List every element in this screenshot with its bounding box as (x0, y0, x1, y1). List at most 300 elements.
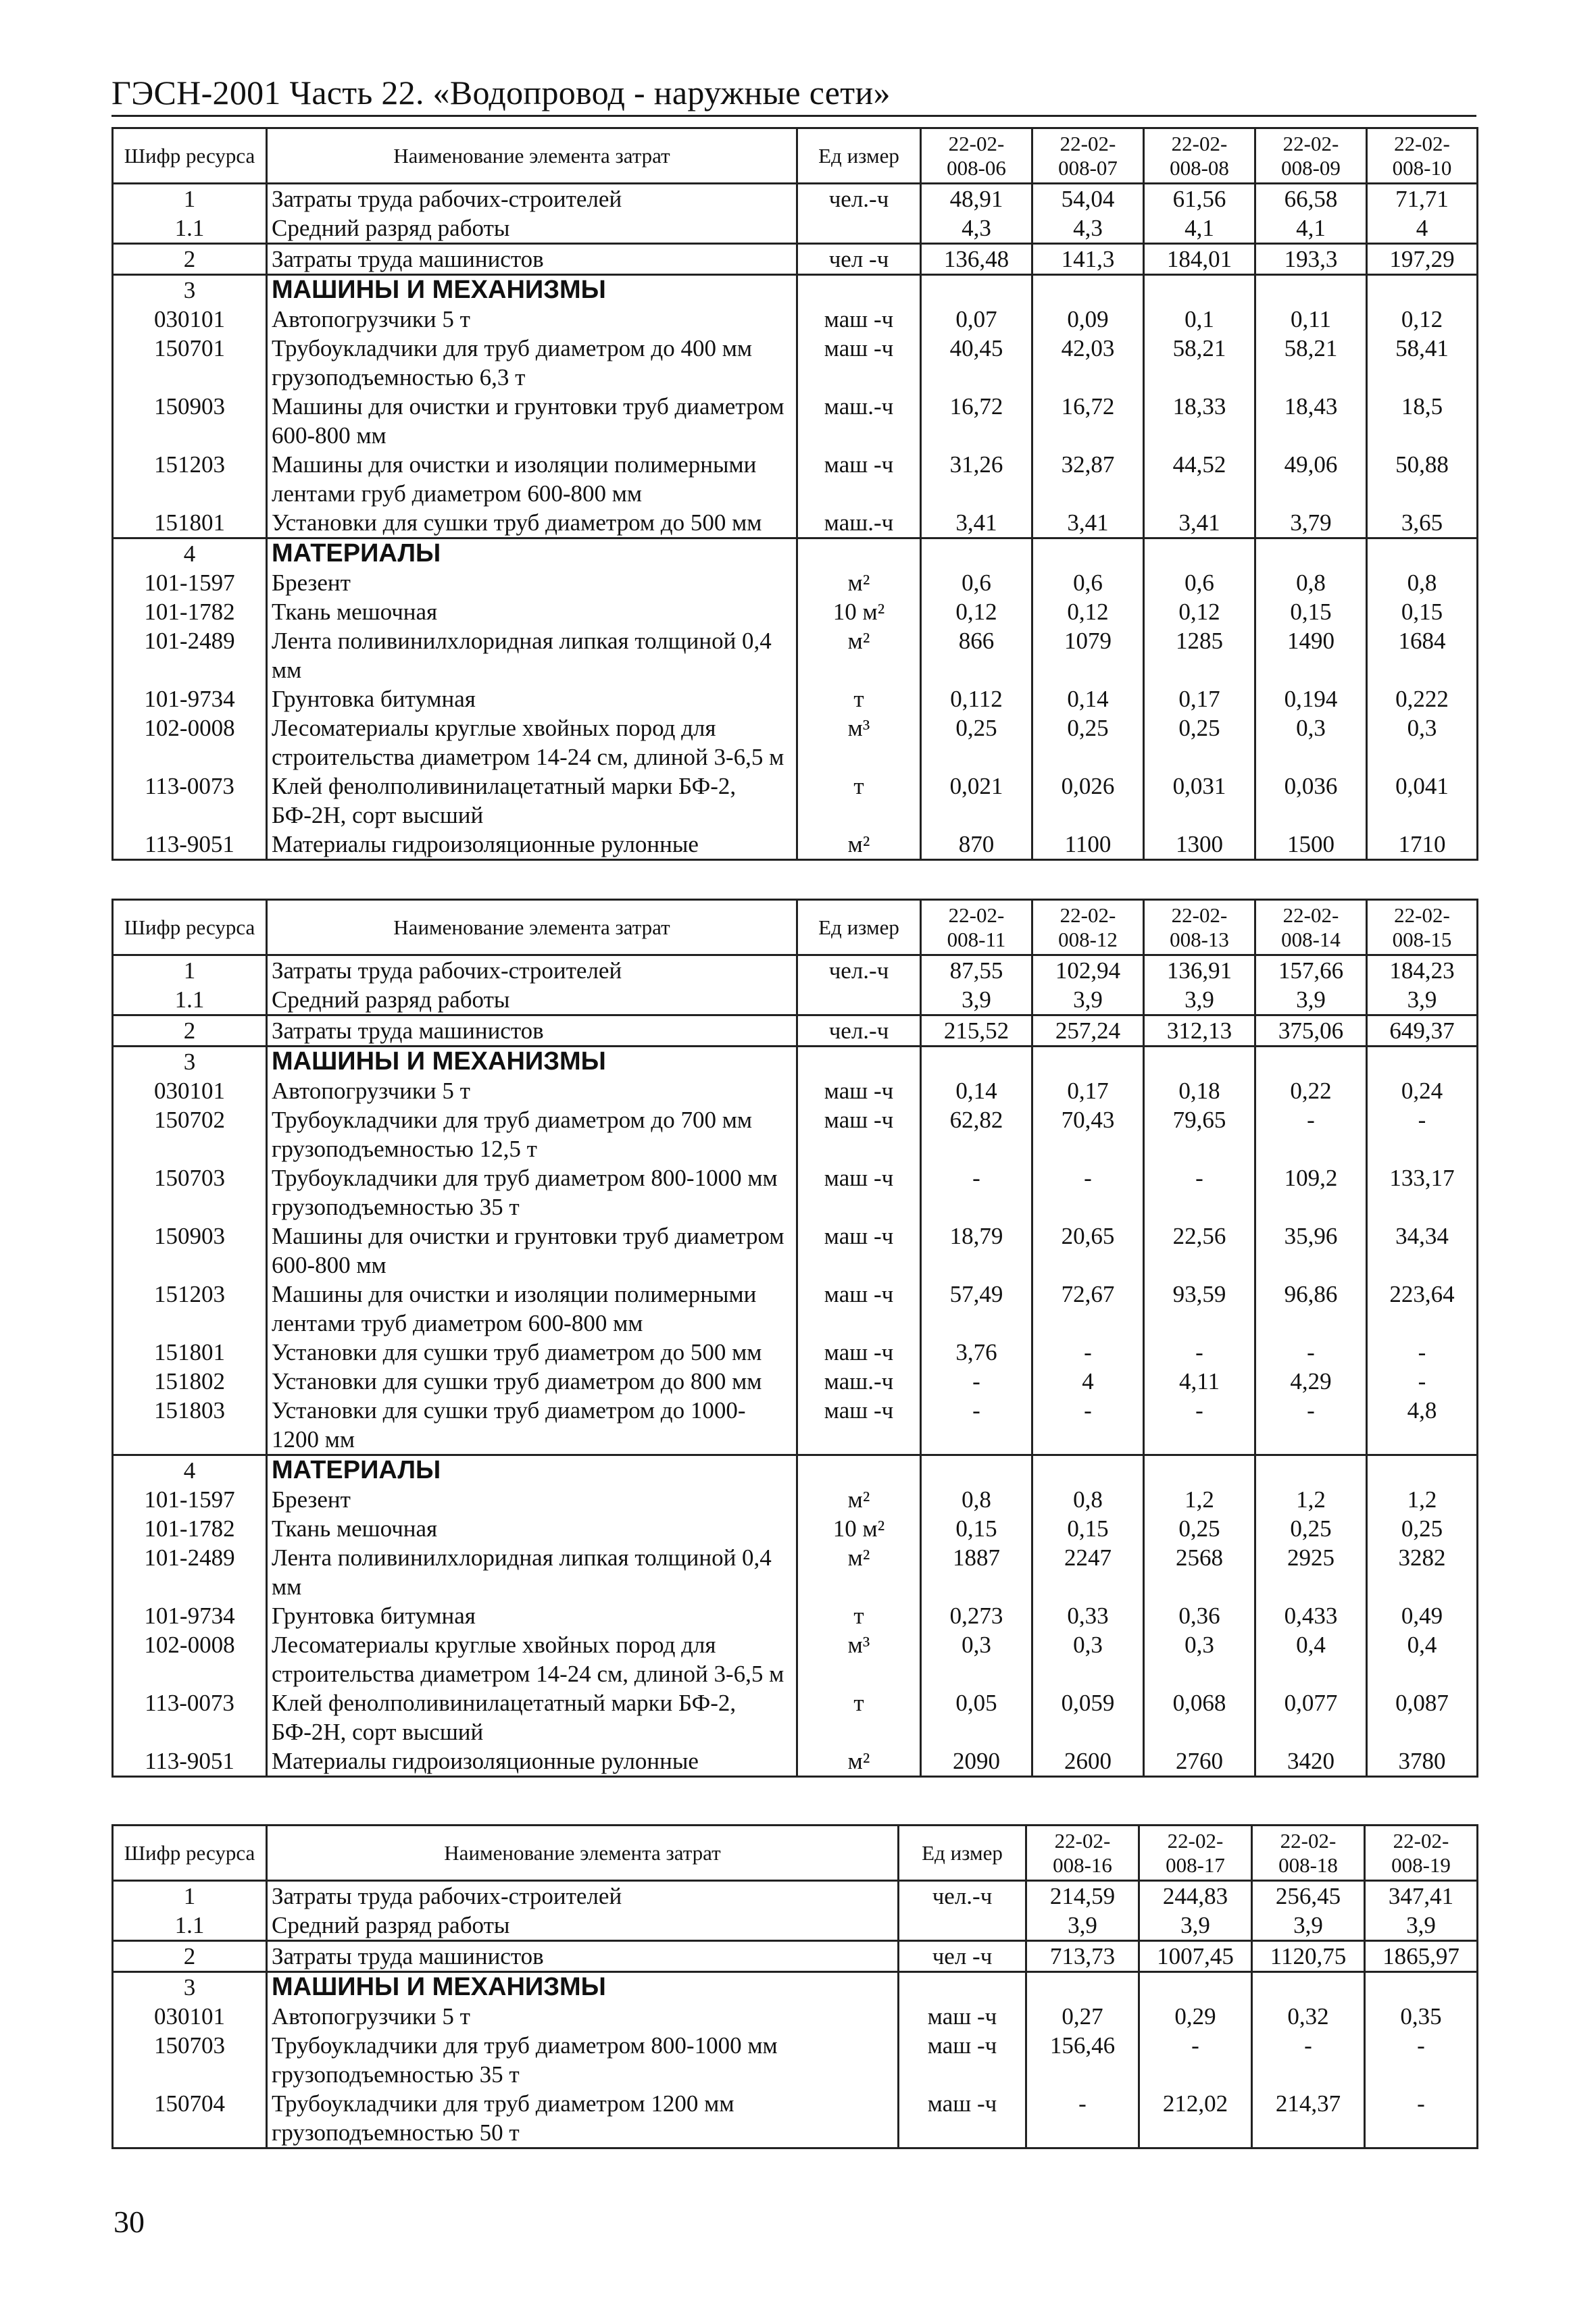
cost-element-name: Машины для очистки и изоляции полимерными лентами груб диаметром 600-800 мм (267, 450, 797, 508)
unit: т (797, 1601, 921, 1630)
value-cell (1032, 538, 1144, 569)
unit: м² (797, 1485, 921, 1514)
value-cell: - (1367, 1105, 1478, 1163)
value-cell: 0,031 (1144, 772, 1255, 830)
resource-code: 030101 (113, 2002, 267, 2031)
value-cell: 3,76 (921, 1338, 1032, 1367)
resource-code: 151802 (113, 1367, 267, 1396)
value-cell: 1,2 (1367, 1485, 1478, 1514)
value-cell: 0,222 (1367, 684, 1478, 713)
value-cell: 0,24 (1367, 1076, 1478, 1105)
header-column-code: 22-02- 008-10 (1367, 128, 1478, 184)
value-cell: - (1255, 1105, 1367, 1163)
table-row (113, 1543, 1478, 1601)
value-cell: - (1365, 2089, 1478, 2148)
value-cell: 3,9 (1367, 985, 1478, 1015)
resource-code: 1 (113, 955, 267, 986)
section-title: МАТЕРИАЛЫ (267, 538, 797, 569)
resource-code: 102-0008 (113, 713, 267, 772)
cost-element-name: Трубоукладчики для труб диаметром до 700 мм грузоподъемностью 12,5 т (267, 1105, 797, 1163)
header-column-code: 22-02- 008-08 (1144, 128, 1255, 184)
resource-code: 101-9734 (113, 1601, 267, 1630)
cost-element-name: Затраты труда машинистов (267, 244, 797, 275)
value-cell: 18,33 (1144, 392, 1255, 450)
header-code: Шифр ресурса (113, 1826, 267, 1881)
cost-element-name: Машины для очистки и грунтовки труб диаметром 600-800 мм (267, 1222, 797, 1280)
table-row (113, 1222, 1478, 1280)
value-cell: 0,35 (1365, 2002, 1478, 2031)
value-cell: 312,13 (1144, 1015, 1255, 1047)
value-cell: 0,021 (921, 772, 1032, 830)
table-row (113, 568, 1478, 597)
table-header-row (113, 1826, 1478, 1881)
value-cell: 70,43 (1032, 1105, 1144, 1163)
table-row (113, 1338, 1478, 1367)
value-cell: 0,8 (1032, 1485, 1144, 1514)
unit: маш.-ч (797, 1367, 921, 1396)
table-row (113, 713, 1478, 772)
value-cell: 66,58 (1255, 184, 1367, 214)
table-row (113, 1911, 1478, 1941)
value-cell: 4 (1367, 213, 1478, 244)
value-cell: 375,06 (1255, 1015, 1367, 1047)
header-name: Наименование элемента затрат (267, 900, 797, 955)
table-row (113, 213, 1478, 244)
value-cell: 44,52 (1144, 450, 1255, 508)
value-cell: 0,25 (1367, 1514, 1478, 1543)
table-row (113, 1688, 1478, 1746)
table-row (113, 1485, 1478, 1514)
value-cell: 0,3 (1255, 713, 1367, 772)
resource-table-3 (111, 1824, 1478, 2149)
value-cell: 42,03 (1032, 334, 1144, 392)
resource-code: 101-2489 (113, 626, 267, 684)
table-row (113, 1280, 1478, 1338)
value-cell (921, 275, 1032, 305)
resource-code: 1.1 (113, 985, 267, 1015)
unit: чел.-ч (797, 955, 921, 986)
section-row (113, 538, 1478, 569)
value-cell: 0,15 (1032, 1514, 1144, 1543)
table-row (113, 305, 1478, 334)
value-cell: 1,2 (1255, 1485, 1367, 1514)
header-column-code: 22-02- 008-16 (1026, 1826, 1139, 1881)
unit: т (797, 684, 921, 713)
value-cell (1367, 538, 1478, 569)
value-cell (1144, 538, 1255, 569)
value-cell: 0,25 (1144, 713, 1255, 772)
value-cell: 0,25 (1032, 713, 1144, 772)
value-cell: - (921, 1396, 1032, 1455)
value-cell: 58,41 (1367, 334, 1478, 392)
cost-element-name: Затраты труда машинистов (267, 1941, 899, 1972)
value-cell: 0,18 (1144, 1076, 1255, 1105)
table-row (113, 1105, 1478, 1163)
value-cell: 0,8 (1255, 568, 1367, 597)
resource-code: 1.1 (113, 1911, 267, 1941)
cost-element-name: Грунтовка битумная (267, 684, 797, 713)
table-row (113, 508, 1478, 538)
resource-code: 113-9051 (113, 1746, 267, 1777)
value-cell: 3420 (1255, 1746, 1367, 1777)
cost-element-name: Ткань мешочная (267, 1514, 797, 1543)
table-row (113, 244, 1478, 275)
cost-element-name: Машины для очистки и грунтовки труб диаметром 600-800 мм (267, 392, 797, 450)
value-cell: 16,72 (921, 392, 1032, 450)
value-cell: 2760 (1144, 1746, 1255, 1777)
unit: м² (797, 1543, 921, 1601)
table-row (113, 830, 1478, 860)
table-row (113, 1514, 1478, 1543)
unit (797, 538, 921, 569)
value-cell: 0,27 (1026, 2002, 1139, 2031)
unit: чел.-ч (899, 1881, 1026, 1911)
resource-code: 101-1782 (113, 597, 267, 626)
resource-code: 113-0073 (113, 1688, 267, 1746)
value-cell: 109,2 (1255, 1163, 1367, 1222)
unit: м³ (797, 1630, 921, 1688)
value-cell (1144, 275, 1255, 305)
cost-element-name: Установки для сушки труб диаметром до 500 мм (267, 1338, 797, 1367)
header-column-code: 22-02- 008-12 (1032, 900, 1144, 955)
unit: маш -ч (797, 1163, 921, 1222)
resource-code: 150702 (113, 1105, 267, 1163)
value-cell: 102,94 (1032, 955, 1144, 986)
value-cell: 0,17 (1032, 1076, 1144, 1105)
value-cell: 0,15 (1367, 597, 1478, 626)
value-cell: 0,12 (921, 597, 1032, 626)
resource-code: 151203 (113, 1280, 267, 1338)
value-cell: 3,9 (921, 985, 1032, 1015)
header-unit: Ед измер (899, 1826, 1026, 1881)
cost-element-name: Ткань мешочная (267, 597, 797, 626)
value-cell (1367, 1047, 1478, 1077)
resource-code: 151801 (113, 1338, 267, 1367)
value-cell: 0,6 (1032, 568, 1144, 597)
unit: маш -ч (797, 1338, 921, 1367)
value-cell: 2247 (1032, 1543, 1144, 1601)
value-cell: 35,96 (1255, 1222, 1367, 1280)
value-cell: - (921, 1163, 1032, 1222)
value-cell: 0,041 (1367, 772, 1478, 830)
resource-code: 4 (113, 1455, 267, 1486)
value-cell: 1710 (1367, 830, 1478, 860)
value-cell: 0,15 (921, 1514, 1032, 1543)
value-cell: 0,14 (1032, 684, 1144, 713)
resource-code: 101-1782 (113, 1514, 267, 1543)
value-cell (1139, 1972, 1252, 2003)
value-cell (1026, 1972, 1139, 2003)
unit: 10 м² (797, 1514, 921, 1543)
resource-code: 3 (113, 275, 267, 305)
value-cell: 136,91 (1144, 955, 1255, 986)
resource-code: 2 (113, 1015, 267, 1047)
section-title: МАШИНЫ И МЕХАНИЗМЫ (267, 275, 797, 305)
value-cell (1144, 1455, 1255, 1486)
value-cell: 1490 (1255, 626, 1367, 684)
value-cell: - (1144, 1163, 1255, 1222)
value-cell: 0,3 (1032, 1630, 1144, 1688)
value-cell: 0,29 (1139, 2002, 1252, 2031)
value-cell: 1500 (1255, 830, 1367, 860)
table-row (113, 985, 1478, 1015)
value-cell: 48,91 (921, 184, 1032, 214)
cost-element-name: Средний разряд работы (267, 213, 797, 244)
header-name: Наименование элемента затрат (267, 128, 797, 184)
unit: чел.-ч (797, 1015, 921, 1047)
section-row (113, 1047, 1478, 1077)
value-cell: 3,9 (1365, 1911, 1478, 1941)
resource-code: 113-9051 (113, 830, 267, 860)
table-header-row (113, 900, 1478, 955)
value-cell: 49,06 (1255, 450, 1367, 508)
table-header-row (113, 128, 1478, 184)
value-cell: 136,48 (921, 244, 1032, 275)
value-cell: 50,88 (1367, 450, 1478, 508)
unit: маш.-ч (797, 392, 921, 450)
value-cell: 2090 (921, 1746, 1032, 1777)
value-cell: 2568 (1144, 1543, 1255, 1601)
value-cell: 4,8 (1367, 1396, 1478, 1455)
value-cell: - (921, 1367, 1032, 1396)
table-row (113, 1746, 1478, 1777)
header-column-code: 22-02- 008-19 (1365, 1826, 1478, 1881)
cost-element-name: Лесоматериалы круглые хвойных пород для строительства диаметром 14-24 см, длиной 3-6,5 м (267, 1630, 797, 1688)
table-row (113, 772, 1478, 830)
resource-code: 102-0008 (113, 1630, 267, 1688)
value-cell: - (1255, 1338, 1367, 1367)
table-row (113, 955, 1478, 986)
value-cell (1367, 275, 1478, 305)
unit: м² (797, 626, 921, 684)
value-cell: 0,3 (1144, 1630, 1255, 1688)
value-cell: - (1367, 1367, 1478, 1396)
unit (899, 1972, 1026, 2003)
table-row (113, 1163, 1478, 1222)
value-cell: 184,23 (1367, 955, 1478, 986)
unit: маш -ч (899, 2002, 1026, 2031)
value-cell: 256,45 (1252, 1881, 1365, 1911)
value-cell: 0,059 (1032, 1688, 1144, 1746)
value-cell: 31,26 (921, 450, 1032, 508)
table-row (113, 1601, 1478, 1630)
table-row (113, 626, 1478, 684)
value-cell: 0,3 (921, 1630, 1032, 1688)
cost-element-name: Лента поливинилхлоридная липкая толщиной 0,4 мм (267, 626, 797, 684)
value-cell: 34,34 (1367, 1222, 1478, 1280)
value-cell: 0,087 (1367, 1688, 1478, 1746)
value-cell: 0,22 (1255, 1076, 1367, 1105)
value-cell: 3282 (1367, 1543, 1478, 1601)
value-cell: 3,9 (1026, 1911, 1139, 1941)
value-cell: 54,04 (1032, 184, 1144, 214)
value-cell: 87,55 (921, 955, 1032, 986)
value-cell: 2925 (1255, 1543, 1367, 1601)
header-column-code: 22-02- 008-13 (1144, 900, 1255, 955)
cost-element-name: Брезент (267, 568, 797, 597)
cost-element-name: Автопогрузчики 5 т (267, 305, 797, 334)
table-row (113, 2031, 1478, 2089)
header-column-code: 22-02- 008-06 (921, 128, 1032, 184)
value-cell: 0,026 (1032, 772, 1144, 830)
unit (797, 275, 921, 305)
value-cell (921, 1047, 1032, 1077)
value-cell: 0,12 (1367, 305, 1478, 334)
value-cell: 215,52 (921, 1015, 1032, 1047)
value-cell: 347,41 (1365, 1881, 1478, 1911)
unit: маш -ч (899, 2089, 1026, 2148)
header-column-code: 22-02- 008-09 (1255, 128, 1367, 184)
value-cell (1367, 1455, 1478, 1486)
value-cell: 193,3 (1255, 244, 1367, 275)
value-cell: 18,79 (921, 1222, 1032, 1280)
value-cell: 0,33 (1032, 1601, 1144, 1630)
value-cell: 133,17 (1367, 1163, 1478, 1222)
value-cell: 197,29 (1367, 244, 1478, 275)
resource-code: 2 (113, 244, 267, 275)
resource-code: 113-0073 (113, 772, 267, 830)
resource-code: 150704 (113, 2089, 267, 2148)
table-row (113, 1630, 1478, 1688)
value-cell: 58,21 (1255, 334, 1367, 392)
value-cell: 0,273 (921, 1601, 1032, 1630)
cost-element-name: Средний разряд работы (267, 1911, 899, 1941)
resource-code: 3 (113, 1047, 267, 1077)
unit: маш -ч (797, 1105, 921, 1163)
header-unit: Ед измер (797, 900, 921, 955)
value-cell: 1285 (1144, 626, 1255, 684)
table-row (113, 2089, 1478, 2148)
value-cell: 96,86 (1255, 1280, 1367, 1338)
value-cell: 0,6 (921, 568, 1032, 597)
unit: чел.-ч (797, 184, 921, 214)
cost-element-name: Установки для сушки труб диаметром до 800 мм (267, 1367, 797, 1396)
value-cell (921, 538, 1032, 569)
section-title: МАШИНЫ И МЕХАНИЗМЫ (267, 1972, 899, 2003)
value-cell: - (1365, 2031, 1478, 2089)
unit: маш -ч (899, 2031, 1026, 2089)
unit: маш.-ч (797, 508, 921, 538)
table-row (113, 684, 1478, 713)
value-cell: 3,41 (921, 508, 1032, 538)
unit (797, 1047, 921, 1077)
value-cell: 244,83 (1139, 1881, 1252, 1911)
value-cell: 713,73 (1026, 1941, 1139, 1972)
section-row (113, 1455, 1478, 1486)
unit: маш -ч (797, 1396, 921, 1455)
value-cell: 156,46 (1026, 2031, 1139, 2089)
value-cell: 1120,75 (1252, 1941, 1365, 1972)
value-cell: 18,43 (1255, 392, 1367, 450)
table-row (113, 1396, 1478, 1455)
unit: маш -ч (797, 1222, 921, 1280)
unit: м² (797, 1746, 921, 1777)
value-cell: 0,07 (921, 305, 1032, 334)
resource-code: 3 (113, 1972, 267, 2003)
value-cell: 0,036 (1255, 772, 1367, 830)
cost-element-name: Средний разряд работы (267, 985, 797, 1015)
value-cell: 3,9 (1255, 985, 1367, 1015)
unit (797, 1455, 921, 1486)
cost-element-name: Затраты труда рабочих-строителей (267, 184, 797, 214)
header-rule (111, 115, 1476, 117)
value-cell: 1300 (1144, 830, 1255, 860)
cost-element-name: Установки для сушки труб диаметром до 1000-1200 мм (267, 1396, 797, 1455)
resource-code: 030101 (113, 305, 267, 334)
value-cell: 870 (921, 830, 1032, 860)
table-row (113, 1881, 1478, 1911)
table-row (113, 184, 1478, 214)
unit: т (797, 1688, 921, 1746)
value-cell: 0,3 (1367, 713, 1478, 772)
value-cell (1144, 1047, 1255, 1077)
value-cell: 2600 (1032, 1746, 1144, 1777)
resource-code: 151803 (113, 1396, 267, 1455)
resource-code: 150703 (113, 1163, 267, 1222)
resource-code: 2 (113, 1941, 267, 1972)
resource-code: 150903 (113, 1222, 267, 1280)
value-cell: 0,25 (1144, 1514, 1255, 1543)
value-cell: 0,05 (921, 1688, 1032, 1746)
value-cell (1032, 1455, 1144, 1486)
value-cell: 0,32 (1252, 2002, 1365, 2031)
unit: 10 м² (797, 597, 921, 626)
value-cell: 61,56 (1144, 184, 1255, 214)
cost-element-name: Трубоукладчики для труб диаметром 800-1000 мм грузоподъемностью 35 т (267, 2031, 899, 2089)
value-cell: - (1255, 1396, 1367, 1455)
value-cell: - (1139, 2031, 1252, 2089)
value-cell (1255, 1455, 1367, 1486)
cost-element-name: Лента поливинилхлоридная липкая толщиной 0,4 мм (267, 1543, 797, 1601)
value-cell: 20,65 (1032, 1222, 1144, 1280)
value-cell: 0,25 (1255, 1514, 1367, 1543)
value-cell (1255, 1047, 1367, 1077)
resource-code: 150903 (113, 392, 267, 450)
value-cell (1365, 1972, 1478, 2003)
table-row (113, 1015, 1478, 1047)
unit: м² (797, 568, 921, 597)
cost-element-name: Установки для сушки труб диаметром до 500 мм (267, 508, 797, 538)
value-cell: 3,9 (1144, 985, 1255, 1015)
value-cell (1032, 1047, 1144, 1077)
cost-element-name: Трубоукладчики для труб диаметром 800-1000 мм грузоподъемностью 35 т (267, 1163, 797, 1222)
value-cell: 0,433 (1255, 1601, 1367, 1630)
resource-code: 1 (113, 1881, 267, 1911)
value-cell: 1007,45 (1139, 1941, 1252, 1972)
cost-element-name: Автопогрузчики 5 т (267, 1076, 797, 1105)
cost-element-name: Клей фенолполивинилацетатный марки БФ-2, БФ-2Н, сорт высший (267, 772, 797, 830)
value-cell: 649,37 (1367, 1015, 1478, 1047)
header-column-code: 22-02- 008-15 (1367, 900, 1478, 955)
value-cell (1252, 1972, 1365, 2003)
value-cell: 0,4 (1367, 1630, 1478, 1688)
unit: чел -ч (797, 244, 921, 275)
value-cell: 4,1 (1144, 213, 1255, 244)
value-cell: 0,112 (921, 684, 1032, 713)
value-cell: - (1032, 1338, 1144, 1367)
header-column-code: 22-02- 008-14 (1255, 900, 1367, 955)
header-column-code: 22-02- 008-17 (1139, 1826, 1252, 1881)
resource-code: 101-9734 (113, 684, 267, 713)
page-header: ГЭСН-2001 Часть 22. «Водопровод - наружные сети» (111, 74, 891, 111)
value-cell: 3,9 (1032, 985, 1144, 1015)
resource-code: 1.1 (113, 213, 267, 244)
value-cell: 0,194 (1255, 684, 1367, 713)
value-cell: 4,3 (921, 213, 1032, 244)
value-cell: 212,02 (1139, 2089, 1252, 2148)
value-cell: 4,1 (1255, 213, 1367, 244)
unit: маш -ч (797, 1280, 921, 1338)
